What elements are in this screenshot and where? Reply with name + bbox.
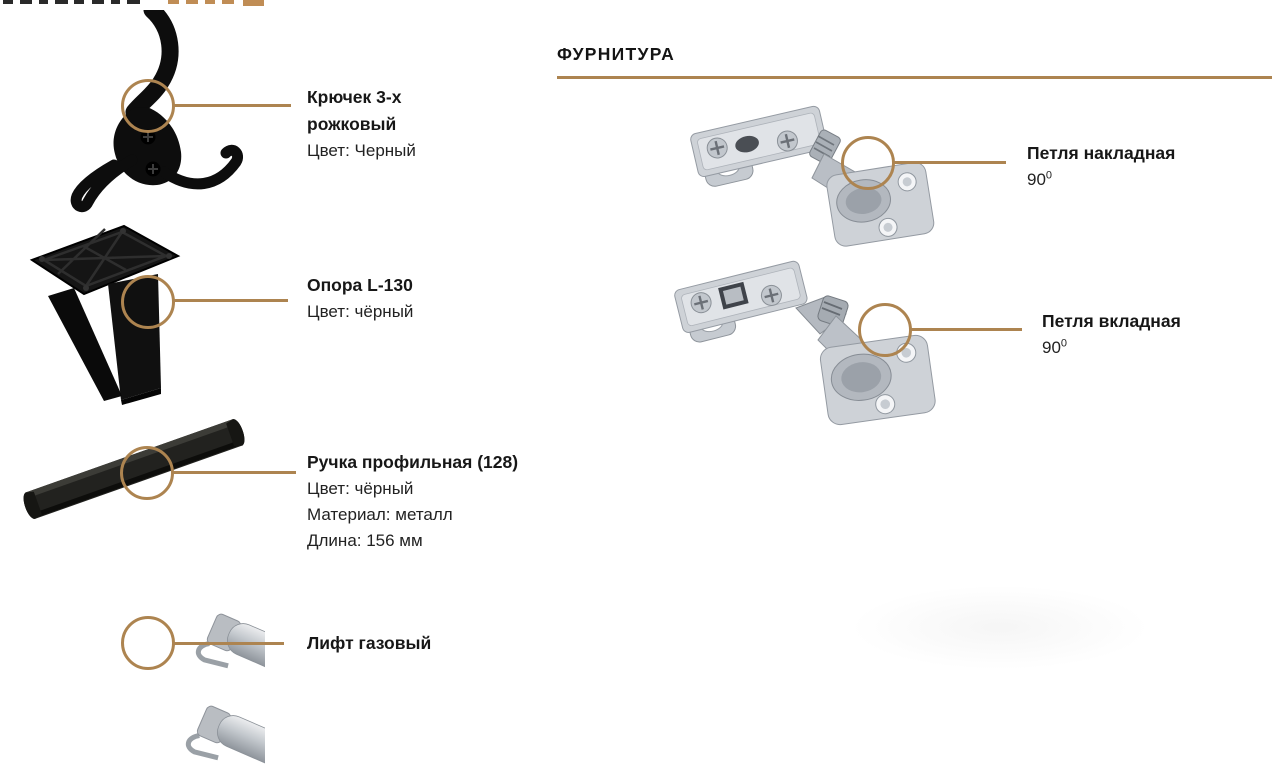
product-label-overlay-hinge <box>1027 140 1257 193</box>
product-label-inset-hinge <box>1042 308 1272 361</box>
product-label-leg <box>307 272 537 325</box>
product-title: Петля накладная <box>1027 143 1176 163</box>
callout-line-inset-hinge <box>911 328 1022 331</box>
product-label-hook <box>307 84 492 164</box>
callout-circle-handle <box>120 446 174 500</box>
degrees-superscript: 0 <box>1060 337 1068 350</box>
callout-circle-gas-lift <box>121 616 175 670</box>
section-header-rule <box>557 76 1272 79</box>
product-label-handle <box>307 449 577 554</box>
product-spec: Цвет: Черный <box>307 141 416 160</box>
callout-line-overlay-hinge <box>894 161 1006 164</box>
callout-line-leg <box>174 299 288 302</box>
callout-line-gas-lift <box>174 642 284 645</box>
cropped-logo-fragment <box>0 0 270 8</box>
product-title: Ручка профильная (128) <box>307 452 519 472</box>
product-label-gas-lift <box>307 630 537 657</box>
product-degrees: $90^0$ <box>1027 169 1053 189</box>
section-header-furniture: ФУРНИТУРА <box>557 44 676 64</box>
product-title: Крючек 3-х рожковый <box>307 87 402 134</box>
callout-line-hook <box>174 104 291 107</box>
product-spec: Цвет: чёрный <box>307 479 414 498</box>
inset-hinge-image <box>660 256 960 428</box>
callout-circle-overlay-hinge <box>841 136 895 190</box>
product-spec: Материал: металл <box>307 505 453 524</box>
triple-hook-image <box>60 10 300 216</box>
degrees-superscript: 0 <box>1045 169 1053 182</box>
overlay-hinge-image <box>672 92 952 250</box>
callout-line-handle <box>172 471 296 474</box>
product-spec: Длина: 156 мм <box>307 531 423 550</box>
product-spec: Цвет: чёрный <box>307 302 414 321</box>
callout-circle-hook <box>121 79 175 133</box>
product-title: Опора L-130 <box>307 275 413 295</box>
callout-circle-leg <box>121 275 175 329</box>
product-degrees: $90^0$ <box>1042 337 1068 357</box>
product-title: Петля вкладная <box>1042 311 1181 331</box>
callout-circle-inset-hinge <box>858 303 912 357</box>
faint-shadow <box>850 585 1150 670</box>
product-title: Лифт газовый <box>307 633 432 653</box>
